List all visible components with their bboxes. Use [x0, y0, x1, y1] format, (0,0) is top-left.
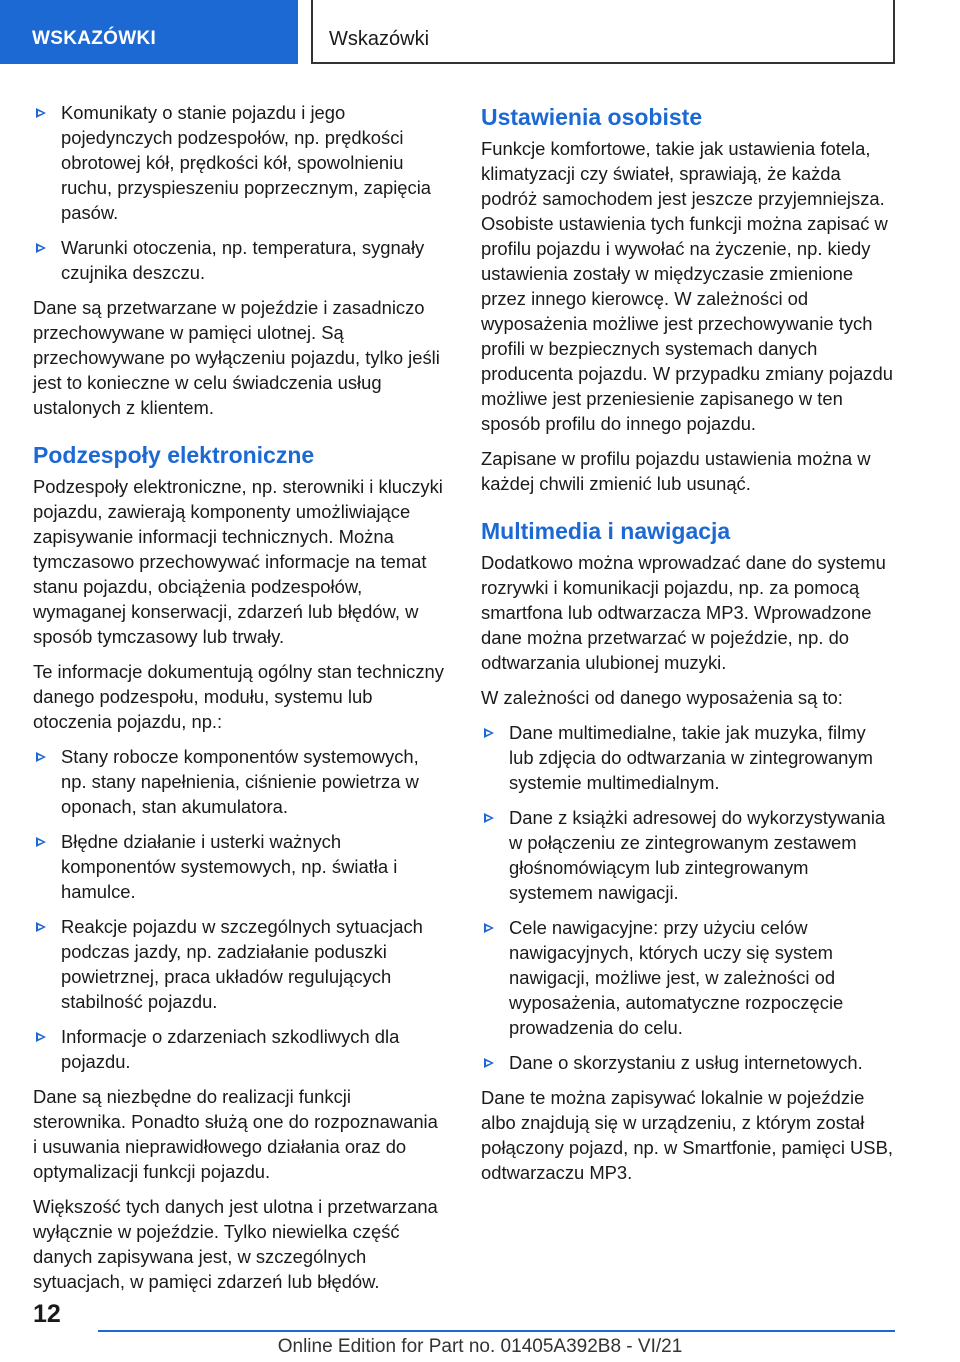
list-item [481, 805, 895, 905]
list-item [33, 235, 447, 285]
list-item-text: Komunikaty o stanie pojazdu i jego pojedynczych podzespołów, np. prędkości obrotowej kół, prędkości kół, spowolnieniu ruchu, przyspieszeniu poprzecznym, zapięcia pasów. [61, 102, 432, 223]
triangle-bullet-icon [36, 243, 46, 253]
triangle-bullet-icon [36, 752, 46, 762]
list-item [33, 1024, 447, 1074]
paragraph-multimedia: Dodatkowo można wprowadzać dane do systemu rozrywki i komunikacji pojazdu, np. za pomocą smartfona lub odtwarzacza MP3. Wprowadzone dane można przetwarzać w pojeździe, np. do odtwarzania ulubionej muzyki. [481, 552, 886, 673]
list-item [33, 100, 447, 225]
paragraph-personal: Funkcje komfortowe, takie jak ustawienia fotela, klimatyzacji czy świateł, sprawiają, że każda podróż samochodem jest jeszcze przyjemniejsza. Osobiste ustawienia tych funkcji można zapisać w profilu pojazdu i wywołać na życzenie, np. kiedy ustawienia zostały w międzyczasie zmienione przez innego kierowcę. W zależności od wyposażenia możliwe jest przechowywanie tych profili w bezpiecznych systemach danych producenta pojazdu. W przypadku zmiany pojazdu możliwe jest przeniesienie zapisanego w ten sposób profilu do innego pojazdu. [481, 138, 893, 434]
list-item [33, 914, 447, 1014]
paragraph-local-storage: Dane te można zapisywać lokalnie w pojeździe albo znajdują się w urządzeniu, z którym został połączony pojazd, np. w Smartfonie, pamięci USB, odtwarzaczu MP3. [481, 1087, 893, 1183]
triangle-bullet-icon [484, 923, 494, 933]
paragraph-needed: Dane są niezbędne do realizacji funkcji sterownika. Ponadto służą one do rozpoznawania i usuwania nieprawidłowego działania oraz do optymalizacji funkcji pojazdu. [33, 1086, 438, 1182]
paragraph-volatile: Większość tych danych jest ulotna i przetwarzana wyłącznie w pojeździe. Tylko niewielka część danych zapisywana jest, w szczególnych sytuacjach, w pamięci zdarzeń lub błędów. [33, 1196, 438, 1292]
triangle-bullet-icon [484, 1058, 494, 1068]
paragraph-depends: W zależności od danego wyposażenia są to: [481, 687, 843, 708]
paragraph-profile: Zapisane w profilu pojazdu ustawienia można w każdej chwili zmienić lub usunąć. [481, 448, 871, 494]
list-item-text: Dane z książki adresowej do wykorzystywania w połączeniu ze zintegrowanym zestawem głośnomówiącym lub zintegrowanym systemem nawigacji. [509, 807, 886, 903]
list-item [33, 829, 447, 904]
list-item [481, 1050, 895, 1075]
list-item [481, 720, 895, 795]
right-column [481, 100, 895, 1195]
left-column [33, 100, 447, 1304]
section-heading-electronic: Podzespoły elektroniczne [33, 442, 315, 468]
triangle-bullet-icon [36, 108, 46, 118]
triangle-bullet-icon [36, 837, 46, 847]
footer-edition: Online Edition for Part no. 01405A392B8 - VI/21 [277, 1336, 683, 1357]
page-number: 12 [33, 1300, 61, 1328]
triangle-bullet-icon [484, 728, 494, 738]
section-tab: WSKAZÓWKI [0, 0, 298, 64]
triangle-bullet-icon [484, 813, 494, 823]
triangle-bullet-icon [36, 1032, 46, 1042]
vehicle-status-list [33, 100, 447, 285]
paragraph-electronic: Podzespoły elektroniczne, np. sterowniki i kluczyki pojazdu, zawierają komponenty umożliwiające zapisywanie informacji technicznych. Można tymczasowo przechowywać informacje na temat stanu pojazdu, obciążenia podzespołów, wymaganej konserwacji, zdarzeń lub błędów, w sposób tymczasowy lub trwały. [33, 476, 443, 647]
list-item-text: Dane o skorzystaniu z usług internetowych. [509, 1052, 863, 1073]
paragraph-documentation: Te informacje dokumentują ogólny stan techniczny danego podzespołu, modułu, systemu lub otoczenia pojazdu, np.: [33, 661, 444, 732]
component-info-list [33, 744, 447, 1074]
list-item-text: Warunki otoczenia, np. temperatura, sygnały czujnika deszczu. [61, 237, 425, 283]
list-item-text: Stany robocze komponentów systemowych, np. stany napełnienia, ciśnienie powietrza w oponach, stan akumulatora. [61, 746, 419, 817]
list-item-text: Cele nawigacyjne: przy użyciu celów nawigacyjnych, których uczy się system nawigacji, możliwe jest, w zależności od wyposażenia, automatyczne rozpoczęcie prowadzenia do celu. [509, 917, 844, 1038]
triangle-bullet-icon [36, 922, 46, 932]
page-header-title: Wskazówki [311, 0, 895, 64]
list-item [33, 744, 447, 819]
multimedia-data-list [481, 720, 895, 1075]
footer-divider [98, 1330, 895, 1332]
list-item-text: Informacje o zdarzeniach szkodliwych dla pojazdu. [61, 1026, 400, 1072]
section-heading-multimedia: Multimedia i nawigacja [481, 518, 731, 544]
section-heading-personal: Ustawienia osobiste [481, 104, 703, 130]
paragraph-storage: Dane są przetwarzane w pojeździe i zasadniczo przechowywane w pamięci ulotnej. Są przechowywane po wyłączeniu pojazdu, tylko jeśli jest to konieczne w celu świadczenia usług ustalonych z klientem. [33, 297, 440, 418]
list-item-text: Reakcje pojazdu w szczególnych sytuacjach podczas jazdy, np. zadziałanie poduszki powietrznej, praca układów regulujących stabilność pojazdu. [61, 916, 423, 1012]
list-item [481, 915, 895, 1040]
list-item-text: Błędne działanie i usterki ważnych komponentów systemowych, np. światła i hamulce. [61, 831, 398, 902]
list-item-text: Dane multimedialne, takie jak muzyka, filmy lub zdjęcia do odtwarzania w zintegrowanym systemie multimedialnym. [509, 722, 873, 793]
